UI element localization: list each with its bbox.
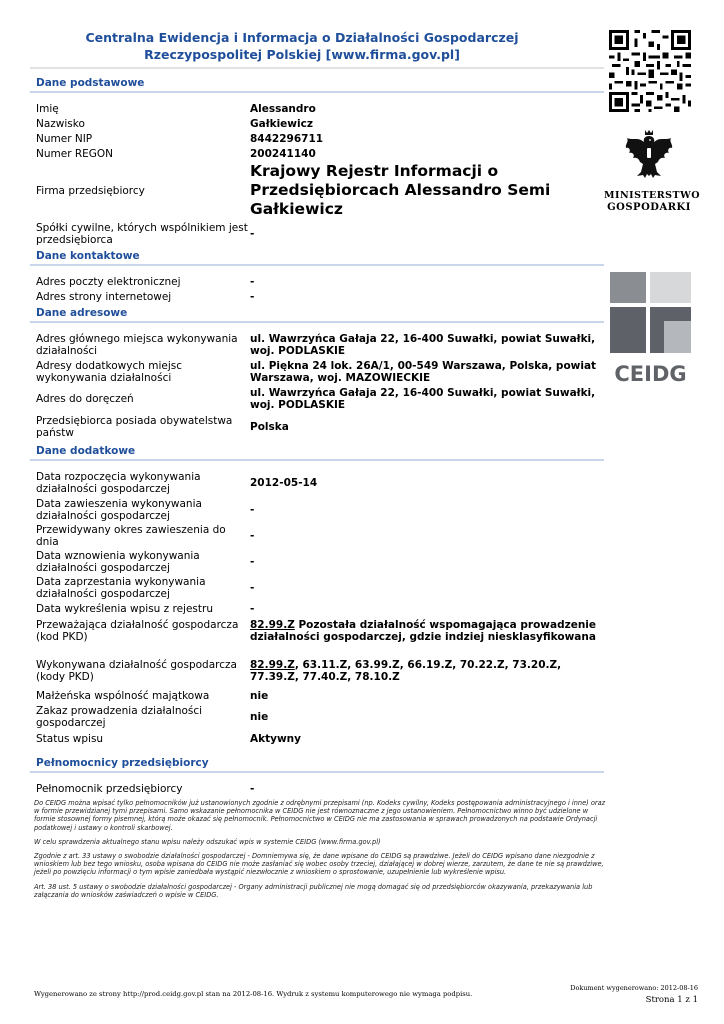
- row-value: Krajowy Rejestr Informacji o Przedsiębiorcach Alessandro Semi Gałkiewicz: [250, 162, 551, 218]
- section-title: Dane kontaktowe: [36, 250, 140, 262]
- legal-notes: [34, 799, 606, 905]
- row-label: Numer REGON: [36, 147, 114, 160]
- row-label: Małżeńska wspólność majątkowa: [36, 689, 210, 702]
- row-label: Imię: [36, 102, 59, 115]
- row-value: Aktywny: [250, 733, 301, 745]
- section-header-proxies: [30, 754, 604, 775]
- row-value: ul. Piękna 24 lok. 26A/1, 00-549 Warszawa, Polska, powiat Warszawa, woj. MAZOWIECKIE: [250, 359, 597, 384]
- row-company-name: [30, 161, 604, 220]
- row-label: Adres głównego miejsca wykonywania działalności: [36, 332, 238, 357]
- row-value: Alessandro: [250, 102, 316, 115]
- row-value: -: [250, 530, 255, 542]
- row-start-date: [30, 469, 604, 497]
- note-paragraph: W celu sprawdzenia aktualnego stanu wpisu należy odszukać wpis w systemie CEIDG (www.firma.gov.pl): [34, 837, 381, 846]
- ministry-line-1: MINISTERSTWO: [604, 190, 701, 201]
- row-label: Data wznowienia wykonywania działalności gospodarczej: [36, 550, 200, 574]
- row-label: Data zawieszenia wykonywania działalności gospodarczej: [36, 498, 202, 522]
- section-title: Pełnomocnicy przedsiębiorcy: [36, 757, 209, 769]
- row-proxy: [30, 781, 604, 796]
- footer-generated-date: Dokument wygenerowano: 2012-08-16: [570, 984, 698, 992]
- row-value: Gałkiewicz: [250, 117, 313, 130]
- row-label: Przeważająca działalność gospodarcza (kod PKD): [36, 619, 239, 643]
- row-nip: [30, 131, 604, 146]
- row-deletion-date: [30, 601, 604, 616]
- section-divider: [30, 771, 604, 773]
- row-label: Adres do doręczeń: [36, 392, 134, 405]
- pkd-code-link[interactable]: 82.99.Z: [250, 659, 295, 671]
- row-website: [30, 289, 604, 304]
- row-citizenship: [30, 412, 604, 442]
- qr-code-icon: [609, 30, 691, 112]
- row-value: ul. Wawrzyńca Gałaja 22, 16-400 Suwałki, powiat Suwałki, woj. PODLASKIE: [250, 332, 596, 357]
- section-title: Dane podstawowe: [36, 77, 145, 89]
- row-label: Spółki cywilne, których wspólnikiem jest przedsiębiorca: [36, 221, 248, 246]
- row-value: 8442296711: [250, 132, 324, 145]
- row-label: Numer NIP: [36, 132, 93, 145]
- row-main-pkd: [30, 616, 604, 659]
- row-main-address: [30, 331, 604, 358]
- pkd-code-link[interactable]: 82.99.Z: [250, 619, 295, 631]
- row-label: Adres poczty elektronicznej: [36, 275, 181, 288]
- row-value: ul. Wawrzyńca Gałaja 22, 16-400 Suwałki, powiat Suwałki, woj. PODLASKIE: [250, 386, 596, 411]
- section-title: Dane adresowe: [36, 307, 128, 319]
- row-label: Data zaprzestania wykonywania działalności gospodarczej: [36, 576, 206, 600]
- row-label: Firma przedsiębiorcy: [36, 184, 145, 197]
- row-label: Zakaz prowadzenia działalności gospodarczej: [36, 704, 203, 729]
- row-delivery-address: [30, 385, 604, 412]
- row-value: [250, 659, 600, 683]
- row-resume-date: [30, 549, 604, 575]
- section-header-basic: [30, 74, 604, 95]
- title-line-2: Rzeczypospolitej Polskiej [www.firma.gov.pl]: [144, 47, 460, 62]
- ministry-line-2: GOSPODARKI: [607, 202, 691, 213]
- section-header-contact: [30, 247, 604, 268]
- row-value: -: [250, 290, 255, 303]
- row-suspension-period: [30, 523, 604, 549]
- row-email: [30, 274, 604, 289]
- row-pkd-codes: [30, 659, 604, 688]
- row-civil-partnerships: [30, 220, 604, 247]
- row-label: Data wykreślenia wpisu z rejestru: [36, 602, 213, 615]
- note-paragraph: Zgodnie z art. 33 ustawy o swobodzie działalności gospodarczej - Domniemywa się, że dane wpisane do CEIDG są prawdziwe. Jeżeli do CEIDG wpisano dane niezgodnie z wnioskiem lub bez tego wniosku, osoba wpisana do CEIDG nie może zasłaniać się wobec osoby trzeciej, działającej w dobrej wierze, zarzutem, że dane te nie są prawdziwe, jeżeli po powzięciu informacji o tym wpisie zaniedbała wystąpić niezwłocznie z wnioskiem o sprostowanie, uzupełnienie lub wykreślenie wpisu.: [34, 852, 604, 877]
- row-label: Nazwisko: [36, 117, 85, 130]
- row-additional-addresses: [30, 358, 604, 385]
- row-value: -: [250, 556, 255, 568]
- row-value: -: [250, 782, 255, 795]
- row-value: -: [250, 602, 255, 615]
- row-label: Adres strony internetowej: [36, 290, 172, 303]
- row-value: -: [250, 582, 255, 594]
- note-paragraph: Art. 38 ust. 5 ustawy o swobodzie działalności gospodarczej - Organy administracji publicznej nie mogą domagać się od przedsiębiorców okazywania, przekazywania lub załączania do wniosków zaświadczeń o wpisie w CEIDG.: [34, 882, 593, 899]
- row-regon: [30, 146, 604, 161]
- row-label: Data rozpoczęcia wykonywania działalności gospodarczej: [36, 471, 201, 495]
- section-title: Dane dodatkowe: [36, 445, 136, 457]
- row-value: nie: [250, 689, 269, 702]
- row-label: Status wpisu: [36, 733, 104, 745]
- row-label: Wykonywana działalność gospodarcza (kody PKD): [36, 659, 237, 683]
- row-label: Pełnomocnik przedsiębiorcy: [36, 782, 183, 795]
- ministry-logo: [604, 190, 701, 214]
- header-divider: [30, 67, 604, 69]
- section-divider: [30, 321, 604, 323]
- footer-generated-from: Wygenerowano ze strony http://prod.ceidg.gov.pl stan na 2012-08-16. Wydruk z systemu komputerowego nie wymaga podpisu.: [34, 990, 473, 998]
- document-content: [30, 74, 604, 796]
- row-first-name: [30, 101, 604, 116]
- row-value: 200241140: [250, 147, 316, 160]
- section-header-address: [30, 304, 604, 325]
- section-divider: [30, 459, 604, 461]
- row-marital-property: [30, 688, 604, 703]
- row-cessation-date: [30, 575, 604, 601]
- row-last-name: [30, 116, 604, 131]
- row-suspension-date: [30, 497, 604, 523]
- row-entry-status: [30, 730, 604, 748]
- row-value: [250, 619, 600, 643]
- row-value: Polska: [250, 421, 289, 433]
- row-value: -: [250, 275, 255, 288]
- row-value: -: [250, 227, 255, 240]
- section-header-additional: [30, 442, 604, 463]
- row-value: nie: [250, 710, 269, 723]
- pkd-codes-list: , 63.11.Z, 63.99.Z, 66.19.Z, 70.22.Z, 73.20.Z, 77.39.Z, 77.40.Z, 78.10.Z: [250, 659, 562, 683]
- row-label: Adresy dodatkowych miejsc wykonywania działalności: [36, 359, 183, 384]
- note-paragraph: Do CEIDG można wpisać tylko pełnomocników już ustanowionych zgodnie z odrębnymi przepisami (np. Kodeks cywilny, Kodeks postępowania administracyjnego i inne) oraz w formie przewidzianej tymi przepisami. Samo wskazanie pełnomocnika w CEIDG nie jest równoznaczne z jego ustanowieniem. Pełnomocnictwo winno być udzielone w formie stosownej formy pisemnej, którą może okazać się pełnomocnik. Pełnomocnictwo w CEIDG nie ma zastosowania w sprawach prowadzonych na podstawie Ordynacji podatkowej i ustawy o kontroli skarbowej.: [34, 799, 606, 832]
- page-number: Strona 1 z 1: [645, 995, 698, 1005]
- section-divider: [30, 264, 604, 266]
- row-value: -: [250, 504, 255, 516]
- section-divider: [30, 91, 604, 93]
- row-label: Przedsiębiorca posiada obywatelstwa państw: [36, 415, 233, 439]
- row-value: 2012-05-14: [250, 477, 318, 489]
- row-business-ban: [30, 703, 604, 730]
- document-title: [34, 29, 570, 63]
- title-line-1: Centralna Ewidencja i Informacja o Działalności Gospodarczej: [85, 30, 519, 45]
- eagle-emblem-icon: [621, 128, 677, 188]
- pkd-description: Pozostała działalność wspomagająca prowadzenie działalności gospodarczej, gdzie indziej niesklasyfikowana: [250, 619, 597, 643]
- row-label: Przewidywany okres zawieszenia do dnia: [36, 524, 226, 548]
- ceidg-logo-text: CEIDG: [614, 362, 687, 386]
